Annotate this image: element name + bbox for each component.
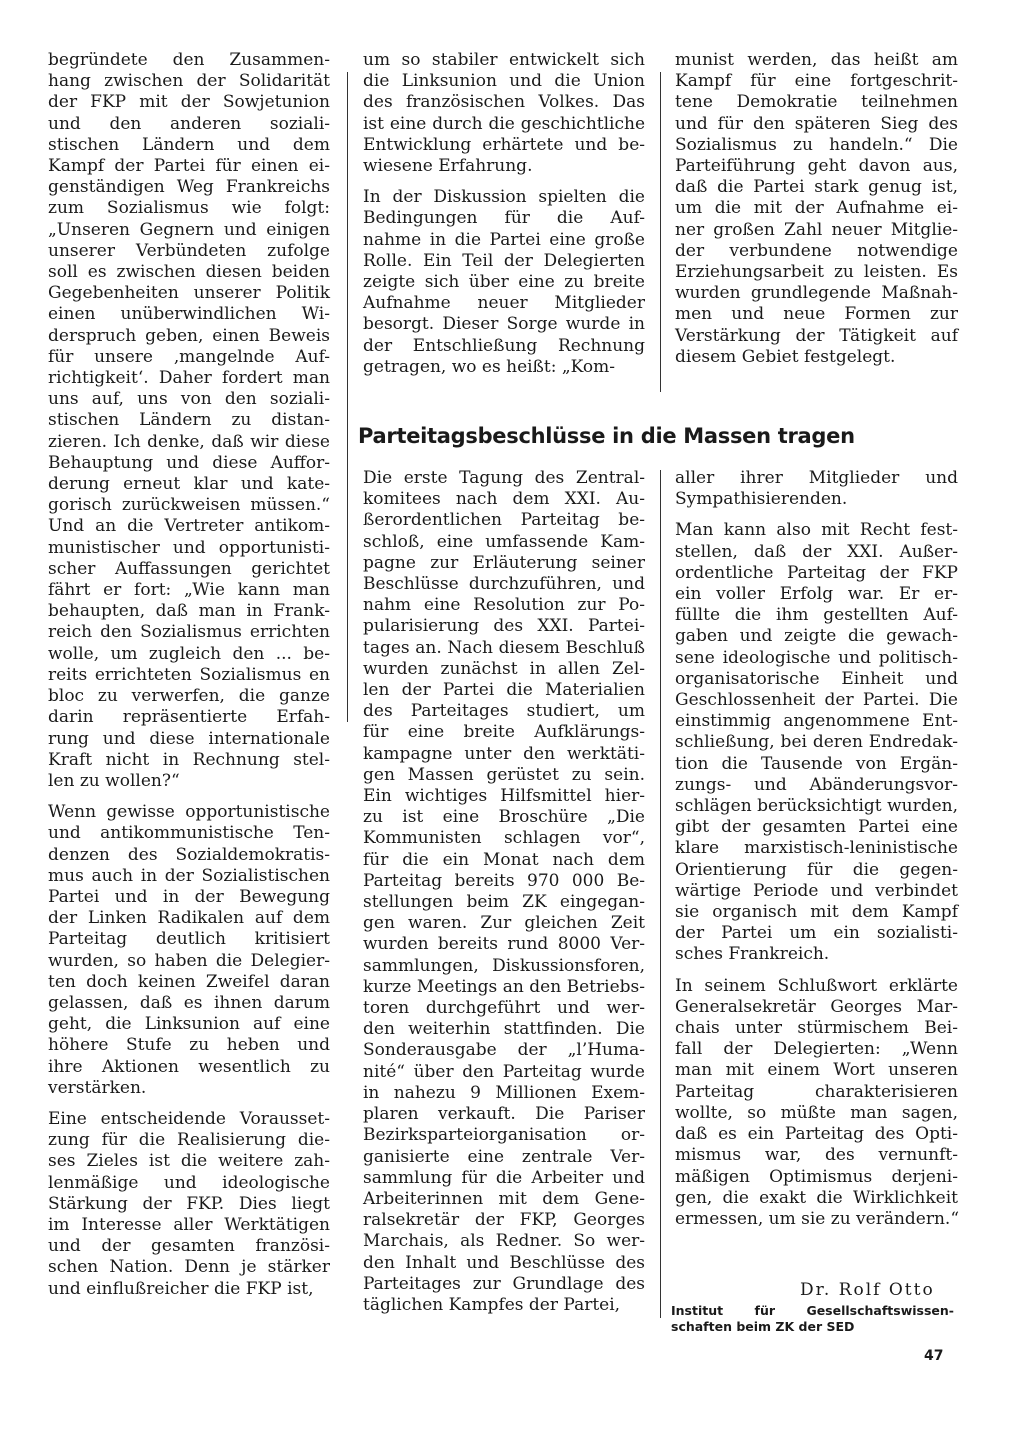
text-line: zum Sozialismus wie folgt: (48, 198, 330, 219)
text-line: pularisierung des XXI. Partei- (363, 616, 645, 637)
text-line: gorisch zurückweisen müssen.“ (48, 495, 330, 516)
text-line: tages an. Nach diesem Beschluß (363, 637, 645, 658)
text-line: man mit einem Wort unseren (675, 1060, 958, 1081)
text-line: geht, die Linksunion auf eine (48, 1014, 330, 1035)
text-line: des französischen Volkes. Das (363, 92, 645, 113)
text-line: einstimmig angenommene Ent- (675, 711, 958, 732)
text-line: sie organisch mit dem Kampf (675, 902, 958, 923)
text-line: schließung, bei deren Endredak- (675, 732, 958, 753)
text-line: wärtige Periode und verbindet (675, 880, 958, 901)
text-line: tion die Tausende von Ergän- (675, 753, 958, 774)
text-line: gen Massen gerüstet zu sein. (363, 764, 645, 785)
text-line: und für den späteren Sieg des (675, 113, 958, 134)
text-line: lenmäßige und ideologische (48, 1172, 330, 1193)
paragraph (363, 468, 645, 1316)
text-line: des Parteitages studiert, um (363, 701, 645, 722)
text-line: Eine entscheidende Vorausset- (48, 1108, 330, 1129)
text-line: den weiterhin stattfinden. Die (363, 1019, 645, 1040)
text-line: reits errichteten Sozialismus en (48, 664, 330, 685)
text-line: len der Partei die Materialien (363, 680, 645, 701)
text-line: und antikommunistische Ten- (48, 823, 330, 844)
text-line: chais unter stürmischem Bei- (675, 1018, 958, 1039)
text-line: verstärken. (48, 1077, 147, 1098)
text-line: im Interesse aller Werktätigen (48, 1214, 330, 1235)
column-bottom-middle (363, 468, 645, 1326)
text-line: nité“ über den Parteitag wurde (363, 1061, 645, 1082)
author-signature: Dr. Rolf Otto (800, 1280, 935, 1300)
text-line: Beschlüsse durchzuführen, und (363, 574, 645, 595)
text-line: stellungen beim ZK eingegan- (363, 892, 645, 913)
text-line: zungs- und Abänderungsvor- (675, 774, 958, 795)
text-line: kurze Meetings an den Betriebs- (363, 976, 645, 997)
text-line: aller ihrer Mitglieder und (675, 468, 958, 488)
paragraph (363, 50, 645, 177)
author-institute (671, 1303, 954, 1345)
text-line: Arbeiterinnen mit dem Gene- (363, 1188, 645, 1209)
text-line: für die ein Monat nach dem (363, 849, 645, 870)
text-line: daß die Partei stark genug ist, (675, 177, 958, 198)
text-line: men und neue Formen zur (675, 304, 958, 325)
text-line: und der gesamten französi- (48, 1236, 330, 1257)
text-line: stellen, daß der XXI. Außer- (675, 541, 958, 562)
text-line: Bedingungen für die Auf- (363, 208, 645, 229)
text-line: Aufnahme neuer Mitglieder (363, 293, 645, 314)
text-line: sches Frankreich. (675, 944, 830, 965)
text-line: munistischer und opportunisti- (48, 537, 330, 558)
text-line: kampagne unter den werktäti- (363, 743, 645, 764)
text-line: schaften beim ZK der SED (671, 1319, 855, 1334)
text-line: ihre Aktionen wesentlich zu (48, 1056, 330, 1077)
text-line: einen unüberwindlichen Wi- (48, 304, 330, 325)
text-line: ralsekretär der FKP, Georges (363, 1210, 645, 1231)
text-line: begründete den Zusammen- (48, 50, 330, 70)
text-line: darin repräsentierte Erfah- (48, 707, 330, 728)
text-line: in nahezu 9 Millionen Exem- (363, 1082, 645, 1103)
text-line: Gegebenheiten unserer Politik (48, 283, 330, 304)
text-line: Und an die Vertreter antikom- (48, 516, 330, 537)
text-line: für eine breite Aufklärungs- (363, 722, 645, 743)
text-line: soll es zwischen diesen beiden (48, 262, 330, 283)
text-line: Man kann also mit Recht fest- (675, 520, 958, 541)
column-bottom-right (675, 468, 958, 1240)
text-line: mäßigen Optimismus derjeni- (675, 1166, 958, 1187)
text-line: wurden zunächst in allen Zel- (363, 658, 645, 679)
text-line: organisatorische Einheit und (675, 668, 958, 689)
text-line: für unsere ‚mangelnde Auf- (48, 346, 330, 367)
text-line: fall der Delegierten: „Wenn (675, 1039, 958, 1060)
text-line: der verbundene notwendige (675, 240, 958, 261)
column-top-middle (363, 50, 645, 388)
text-line: uns auf, uns von den soziali- (48, 389, 330, 410)
text-line: pagne zur Erläuterung seiner (363, 552, 645, 573)
text-line: wurden bereits rund 8000 Ver- (363, 934, 645, 955)
text-line: wolle, um zugleich den ... be- (48, 643, 330, 664)
column-top-right (675, 50, 958, 378)
text-line: Entwicklung erhärtete und be- (363, 134, 645, 155)
paragraph (671, 1303, 954, 1335)
text-line: wollte, so müßte man sagen, (675, 1102, 958, 1123)
text-line: füllte die ihm gestellten Auf- (675, 605, 958, 626)
text-line: Parteitag bereits 970 000 Be- (363, 870, 645, 891)
text-line: Institut für Gesellschaftswissen- (671, 1303, 954, 1318)
column-rule-top-1 (347, 72, 348, 722)
text-line: Bezirksparteiorganisation or- (363, 1125, 645, 1146)
text-line: schlägen berücksichtigt wurden, (675, 796, 958, 817)
text-line: ses Zieles ist die weitere zah- (48, 1151, 330, 1172)
text-line: der Linken Radikalen auf dem (48, 908, 330, 929)
text-line: täglichen Kampfes der Partei, (363, 1294, 621, 1315)
text-line: und einflußreicher die FKP ist, (48, 1278, 314, 1299)
text-line: die Linksunion und die Union (363, 71, 645, 92)
paragraph (48, 50, 330, 792)
text-line: mismus war, des vernunft- (675, 1145, 958, 1166)
text-line: gibt der gesamten Partei eine (675, 817, 958, 838)
text-line: Generalsekretär Georges Mar- (675, 996, 958, 1017)
text-line: um so stabiler entwickelt sich (363, 50, 645, 70)
text-line: genständigen Weg Frankreichs (48, 177, 330, 198)
column-rule-bottom (660, 470, 661, 1318)
text-line: um die mit der Aufnahme ei- (675, 198, 958, 219)
text-line: stischen Ländern und dem (48, 134, 330, 155)
text-line: ten doch keinen Zweifel daran (48, 971, 330, 992)
text-line: Sympathisierenden. (675, 489, 848, 510)
text-line: daß es ein Parteitag des Opti- (675, 1124, 958, 1145)
text-line: zu ist eine Broschüre „Die (363, 807, 645, 828)
text-line: munist werden, das heißt am (675, 50, 958, 70)
text-line: der Partei um ein sozialisti- (675, 923, 958, 944)
text-line: Parteitag charakterisieren (675, 1081, 958, 1102)
column-rule-top-2 (660, 72, 661, 392)
paragraph (675, 520, 958, 965)
text-line: getragen, wo es heißt: „Kom- (363, 356, 616, 377)
text-line: Rolle. Ein Teil der Delegierten (363, 250, 645, 271)
text-line: und den anderen soziali- (48, 113, 330, 134)
text-line: Marchais, als Redner. So wer- (363, 1231, 645, 1252)
text-line: zung für die Realisierung die- (48, 1130, 330, 1151)
text-line: ist eine durch die geschichtliche (363, 113, 645, 134)
text-line: Parteitages zur Grundlage des (363, 1273, 645, 1294)
paragraph (48, 802, 330, 1099)
text-line: hang zwischen der Solidarität (48, 71, 330, 92)
text-line: scher Auffassungen gerichtet (48, 558, 330, 579)
text-line: gaben und zeigte die gewach- (675, 626, 958, 647)
text-line: der FKP mit der Sowjetunion (48, 92, 330, 113)
text-line: toren durchgeführt und wer- (363, 998, 645, 1019)
text-line: Kommunisten schlagen vor“, (363, 828, 645, 849)
text-line: denzen des Sozialdemokratis- (48, 844, 330, 865)
paragraph (675, 468, 958, 510)
text-line: wurden, so haben die Delegier- (48, 950, 330, 971)
text-line: sene ideologische und politisch- (675, 647, 958, 668)
text-line: Kampf der Partei für einen ei- (48, 156, 330, 177)
paragraph (363, 187, 645, 378)
text-line: gen, die exakt die Wirklichkeit (675, 1187, 958, 1208)
paragraph (675, 50, 958, 368)
text-line: Wenn gewisse opportunistische (48, 802, 330, 823)
column-top-left (48, 50, 330, 1310)
text-line: ein voller Erfolg war. Er er- (675, 584, 958, 605)
text-line: ßerordentlichen Parteitag be- (363, 510, 645, 531)
text-line: „Unseren Gegnern und einigen (48, 219, 330, 240)
text-line: ganisierte eine zentrale Ver- (363, 1146, 645, 1167)
text-line: Die erste Tagung des Zentral- (363, 468, 645, 488)
text-line: tene Demokratie teilnehmen (675, 92, 958, 113)
text-line: Orientierung für die gegen- (675, 859, 958, 880)
text-line: Kampf für eine fortgeschrit- (675, 71, 958, 92)
text-line: unserer Verbündeten zufolge (48, 240, 330, 261)
text-line: derung erneut klar und kate- (48, 474, 330, 495)
text-line: der Entschließung Rechnung (363, 335, 645, 356)
text-line: Parteitag deutlich kritisiert (48, 929, 330, 950)
section-headline: Parteitagsbeschlüsse in die Massen tragen (358, 424, 855, 448)
text-line: nahm eine Resolution zur Po- (363, 595, 645, 616)
text-line: wurden grundlegende Maßnah- (675, 283, 958, 304)
text-line: Sonderausgabe der „l’Huma- (363, 1040, 645, 1061)
text-line: schloß, eine umfassende Kam- (363, 531, 645, 552)
text-line: plaren verkauft. Die Pariser (363, 1104, 645, 1125)
text-line: gelassen, daß es ihnen darum (48, 992, 330, 1013)
text-line: Ein wichtiges Hilfsmittel hier- (363, 786, 645, 807)
text-line: ermessen, um sie zu verändern.“ (675, 1208, 960, 1229)
text-line: In der Diskussion spielten die (363, 187, 645, 208)
text-line: Stärkung der FKP. Dies liegt (48, 1193, 330, 1214)
text-line: wiesene Erfahrung. (363, 156, 533, 177)
text-line: gen waren. Zur gleichen Zeit (363, 913, 645, 934)
paragraph (675, 976, 958, 1230)
page-number: 47 (924, 1348, 944, 1364)
text-line: Geschlossenheit der Partei. Die (675, 690, 958, 711)
text-line: nahme in die Partei eine große (363, 229, 645, 250)
text-line: sammlung für die Arbeiter und (363, 1167, 645, 1188)
text-line: bloc zu verwerfen, die ganze (48, 686, 330, 707)
text-line: ordentliche Parteitag der FKP (675, 562, 958, 583)
text-line: Erziehungsarbeit zu leisten. Es (675, 262, 958, 283)
text-line: zieren. Ich denke, daß wir diese (48, 431, 330, 452)
text-line: besorgt. Dieser Sorge wurde in (363, 314, 645, 335)
text-line: Partei und in der Bewegung (48, 886, 330, 907)
text-line: klare marxistisch-leninistische (675, 838, 958, 859)
text-line: zeigte sich über eine zu breite (363, 272, 645, 293)
text-line: reich den Sozialismus errichten (48, 622, 330, 643)
text-line: fährt er fort: „Wie kann man (48, 580, 330, 601)
text-line: schen Nation. Denn je stärker (48, 1257, 330, 1278)
text-line: richtigkeit‘. Daher fordert man (48, 368, 330, 389)
text-line: diesem Gebiet festgelegt. (675, 346, 896, 367)
text-line: len zu wollen?“ (48, 770, 180, 791)
text-line: ner großen Zahl neuer Mitglie- (675, 219, 958, 240)
text-line: In seinem Schlußwort erklärte (675, 975, 958, 996)
text-line: Verstärkung der Tätigkeit auf (675, 325, 958, 346)
text-line: behaupten, daß man in Frank- (48, 601, 330, 622)
text-line: rung und diese internationale (48, 728, 330, 749)
text-line: höhere Stufe zu heben und (48, 1035, 330, 1056)
text-line: den Inhalt und Beschlüsse des (363, 1252, 645, 1273)
text-line: Behauptung und diese Auffor- (48, 452, 330, 473)
text-line: Sozialismus zu handeln.“ Die (675, 134, 958, 155)
text-line: sammlungen, Diskussionsforen, (363, 955, 645, 976)
text-line: Kraft nicht in Rechnung stel- (48, 749, 330, 770)
text-line: Parteiführung geht davon aus, (675, 156, 958, 177)
text-line: mus auch in der Sozialistischen (48, 865, 330, 886)
paragraph (48, 1109, 330, 1300)
text-line: stischen Ländern zu distan- (48, 410, 330, 431)
text-line: komitees nach dem XXI. Au- (363, 489, 645, 510)
text-line: derspruch geben, einen Beweis (48, 325, 330, 346)
